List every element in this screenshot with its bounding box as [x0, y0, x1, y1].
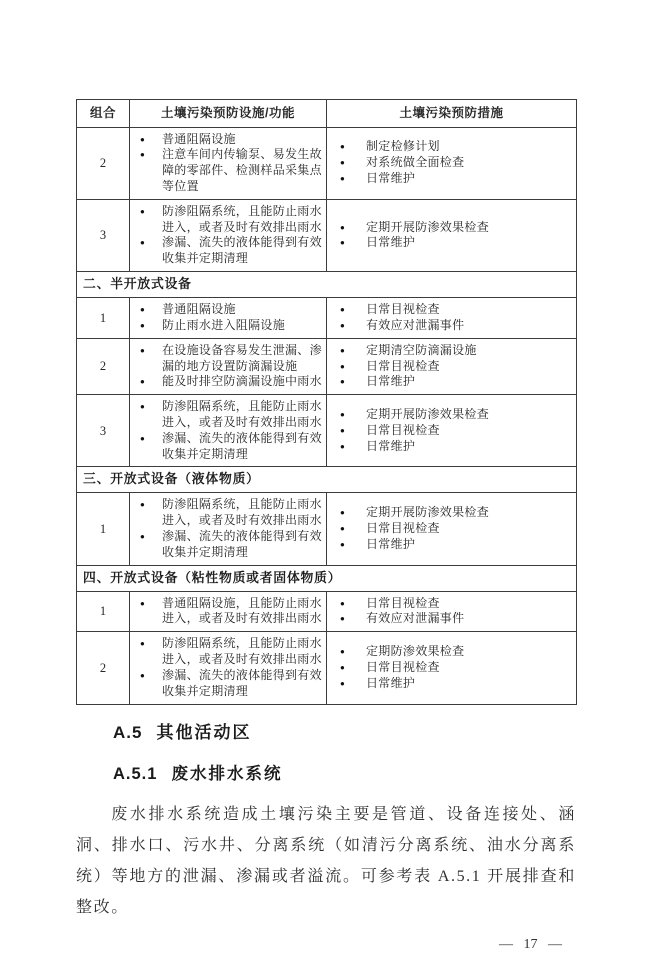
facilities-cell: [130, 395, 327, 467]
measures-cell: [327, 395, 577, 467]
bullet-text: 日常维护: [366, 438, 416, 453]
heading-number: A.5: [113, 722, 143, 742]
facility-item: [136, 132, 323, 148]
bullet-text: 渗漏、流失的液体能得到有效收集并定期清理: [162, 235, 322, 266]
table-row: [77, 493, 577, 565]
bullet-text: 有效应对泄漏事件: [366, 317, 465, 332]
measure-item: [336, 423, 573, 439]
bullet-text: 在设施设备容易发生泄漏、渗漏的地方设置防滴漏设施: [162, 342, 322, 373]
bullet-text: 定期清空防滴漏设施: [366, 342, 477, 357]
measure-item: [336, 521, 573, 537]
section-row: [77, 467, 577, 493]
facilities-cell: [130, 298, 327, 339]
facilities-cell: [130, 338, 327, 394]
bullet-icon: ●: [340, 598, 345, 608]
section-row-label: 四、开放式设备（粘性物质或者固体物质）: [77, 565, 577, 591]
measure-item: [336, 439, 573, 455]
measures-cell: [327, 493, 577, 565]
facility-item: [136, 596, 323, 628]
facilities-cell: [130, 632, 327, 704]
bullet-text: 普通阻隔设施，且能防止雨水进入，或者及时有效排出雨水: [162, 595, 322, 626]
facilities-cell: [130, 591, 327, 632]
combo-cell: 3: [77, 199, 130, 271]
bullet-text: 防渗阻隔系统，且能防止雨水进入，或者及时有效排出雨水: [162, 636, 322, 667]
bullet-text: 注意车间内传输泵、易发生故障的零部件、检测样品采集点等位置: [162, 147, 322, 193]
bullet-icon: ●: [340, 320, 345, 330]
combo-cell: 3: [77, 395, 130, 467]
bullet-icon: ●: [340, 345, 345, 355]
measure-item: [336, 676, 573, 692]
bullet-icon: ●: [340, 142, 345, 152]
header-facilities: 土壤污染预防设施/功能: [130, 100, 327, 128]
facility-item: [136, 235, 323, 267]
table-row: [77, 298, 577, 339]
measure-item: [336, 155, 573, 171]
measures-cell: [327, 591, 577, 632]
measure-item: [336, 139, 573, 155]
bullet-icon: ●: [140, 305, 145, 315]
table-row: [77, 632, 577, 704]
prevention-table: [76, 99, 577, 705]
table-row: [77, 127, 577, 199]
bullet-text: 定期开展防渗效果检查: [366, 505, 490, 520]
facility-item: [136, 431, 323, 463]
heading-number: A.5.1: [113, 764, 158, 783]
measure-item: [336, 220, 573, 236]
combo-cell: 1: [77, 493, 130, 565]
bullet-icon: ●: [340, 441, 345, 451]
measure-item: [336, 407, 573, 423]
section-row: [77, 272, 577, 298]
combo-cell: 2: [77, 127, 130, 199]
header-measures: 土壤污染预防措施: [327, 100, 577, 128]
bullet-icon: ●: [140, 150, 145, 160]
bullet-text: 防渗阻隔系统，且能防止雨水进入，或者及时有效排出雨水: [162, 203, 322, 234]
facilities-cell: [130, 493, 327, 565]
bullet-icon: ●: [340, 524, 345, 534]
section-row-label: 三、开放式设备（液体物质）: [77, 467, 577, 493]
bullet-icon: ●: [140, 670, 145, 680]
section-heading-a5: [76, 718, 576, 743]
bullet-icon: ●: [140, 433, 145, 443]
bullet-text: 日常维护: [366, 536, 416, 551]
bullet-icon: ●: [340, 425, 345, 435]
section-row: [77, 565, 577, 591]
measures-cell: [327, 338, 577, 394]
bullet-icon: ●: [340, 222, 345, 232]
facilities-cell: [130, 199, 327, 271]
bullet-text: 日常维护: [366, 171, 416, 186]
page-number: — 17 —: [499, 936, 562, 952]
bullet-icon: ●: [340, 614, 345, 624]
bullet-icon: ●: [140, 639, 145, 649]
combo-cell: 1: [77, 591, 130, 632]
facility-item: [136, 636, 323, 668]
bullet-text: 日常维护: [366, 675, 416, 690]
facility-item: [136, 529, 323, 561]
bullet-icon: ●: [140, 532, 145, 542]
section-heading-a51: [76, 760, 576, 784]
bullet-text: 定期开展防渗效果检查: [366, 219, 490, 234]
measure-item: [336, 537, 573, 553]
measure-item: [336, 611, 573, 627]
bullet-icon: ●: [340, 508, 345, 518]
body-paragraph: 废水排水系统造成土壤污染主要是管道、设备连接处、涵洞、排水口、污水井、分离系统（如清污分离系统、油水分离系统）等地方的泄漏、渗漏或者溢流。可参考表 A.5.1 开展排查和整改。: [76, 805, 576, 916]
bullet-icon: ●: [340, 377, 345, 387]
facility-item: [136, 399, 323, 431]
measure-item: [336, 596, 573, 612]
table-row: [77, 591, 577, 632]
measure-item: [336, 374, 573, 390]
bullet-text: 日常维护: [366, 374, 416, 389]
bullet-text: 日常目视检查: [366, 659, 440, 674]
measure-item: [336, 660, 573, 676]
bullet-text: 防止雨水进入阻隔设施: [162, 317, 286, 332]
bullet-text: 渗漏、流失的液体能得到有效收集并定期清理: [162, 529, 322, 559]
measures-cell: [327, 199, 577, 271]
heading-title: 废水排水系统: [171, 764, 283, 783]
bullet-icon: ●: [140, 598, 145, 608]
bullet-text: 日常目视检查: [366, 302, 440, 317]
bullet-icon: ●: [340, 174, 345, 184]
combo-cell: 2: [77, 338, 130, 394]
bullet-icon: ●: [340, 361, 345, 371]
bullet-icon: ●: [140, 134, 145, 144]
bullet-text: 渗漏、流失的液体能得到有效收集并定期清理: [162, 430, 322, 461]
bullet-icon: ●: [340, 662, 345, 672]
measure-item: [336, 644, 573, 660]
table-row: [77, 338, 577, 394]
bullet-icon: ●: [340, 410, 345, 420]
measure-item: [336, 343, 573, 359]
measure-item: [336, 302, 573, 318]
measure-item: [336, 505, 573, 521]
measure-item: [336, 359, 573, 375]
facilities-cell: [130, 127, 327, 199]
bullet-text: 日常目视检查: [366, 521, 440, 536]
bullet-text: 定期开展防渗效果检查: [366, 407, 490, 422]
facility-item: [136, 147, 323, 194]
bullet-icon: ●: [140, 238, 145, 248]
facility-item: [136, 302, 323, 318]
prevention-table-body: [77, 127, 577, 704]
heading-title: 其他活动区: [156, 722, 252, 742]
bullet-text: 制定检修计划: [366, 139, 440, 154]
facility-item: [136, 668, 323, 700]
bullet-text: 渗漏、流失的液体能得到有效收集并定期清理: [162, 667, 322, 698]
facility-item: [136, 204, 323, 236]
measure-item: [336, 171, 573, 187]
table-row: [77, 395, 577, 467]
bullet-text: 日常目视检查: [366, 358, 440, 373]
header-combo: 组合: [77, 100, 130, 128]
bullet-icon: ●: [340, 238, 345, 248]
bullet-text: 防渗阻隔系统，且能防止雨水进入，或者及时有效排出雨水: [162, 399, 322, 429]
facility-item: [136, 374, 323, 390]
facility-item: [136, 318, 323, 334]
bullet-text: 对系统做全面检查: [366, 155, 465, 170]
facility-item: [136, 343, 323, 375]
bullet-text: 有效应对泄漏事件: [366, 611, 465, 626]
bullet-icon: ●: [340, 539, 345, 549]
bullet-icon: ●: [140, 345, 145, 355]
bullet-text: 普通阻隔设施: [162, 302, 236, 317]
combo-cell: 1: [77, 298, 130, 339]
section-row-label: 二、半开放式设备: [77, 272, 577, 298]
measures-cell: [327, 298, 577, 339]
measures-cell: [327, 127, 577, 199]
bullet-text: 定期防渗效果检查: [366, 644, 465, 659]
facility-item: [136, 497, 323, 529]
measure-item: [336, 235, 573, 251]
bullet-icon: ●: [340, 647, 345, 657]
bullet-text: 普通阻隔设施: [162, 131, 236, 146]
bullet-icon: ●: [340, 158, 345, 168]
bullet-text: 日常目视检查: [366, 595, 440, 610]
measures-cell: [327, 632, 577, 704]
bullet-text: 防渗阻隔系统，且能防止雨水进入，或者及时有效排出雨水: [162, 497, 322, 528]
combo-cell: 2: [77, 632, 130, 704]
bullet-icon: ●: [140, 320, 145, 330]
bullet-icon: ●: [340, 305, 345, 315]
bullet-icon: ●: [140, 377, 145, 387]
bullet-text: 日常维护: [366, 235, 416, 250]
bullet-text: 日常目视检查: [366, 422, 440, 437]
bullet-text: 能及时排空防滴漏设施中雨水: [162, 374, 322, 389]
table-row: [77, 199, 577, 271]
bullet-icon: ●: [340, 678, 345, 688]
page-content: [76, 99, 576, 953]
bullet-icon: ●: [140, 500, 145, 510]
measure-item: [336, 318, 573, 334]
table-header-row: [77, 100, 577, 128]
bullet-icon: ●: [140, 206, 145, 216]
bullet-icon: ●: [140, 402, 145, 412]
